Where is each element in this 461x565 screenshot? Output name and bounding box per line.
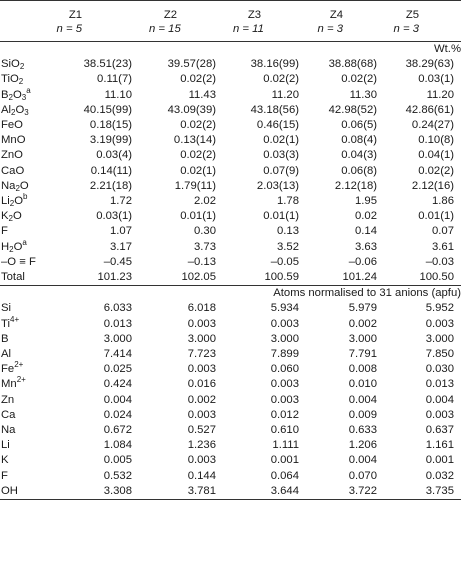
value-cell: 0.064 — [270, 469, 299, 482]
row-label — [0, 224, 54, 239]
value-cell: 3.000 — [187, 332, 216, 345]
row-label — [0, 393, 54, 408]
row-label — [0, 85, 54, 103]
value-cell: 11.10 — [104, 88, 132, 101]
header-empty-cell — [0, 22, 54, 42]
value-cell: 0.003 — [187, 408, 216, 421]
value-cell: 0.07 — [432, 225, 454, 238]
row-label — [0, 270, 54, 286]
value-cell: 0.03(1) — [96, 210, 132, 223]
value-cell: –0.45 — [103, 255, 132, 268]
value-cell: 3.308 — [103, 484, 132, 497]
value-cell: 0.004 — [348, 393, 377, 406]
value-cell: 38.16(99) — [250, 58, 299, 71]
atom-row — [0, 438, 461, 453]
value-cell: 0.024 — [103, 408, 132, 421]
label-base: FeO — [1, 119, 23, 132]
value-cell: 3.722 — [348, 484, 377, 497]
value-cell: –0.06 — [348, 255, 377, 268]
value-cell: 0.013 — [425, 378, 454, 391]
label-mid: O — [13, 210, 22, 223]
header-zone: Z1 — [68, 9, 82, 21]
value-cell: 0.02(1) — [263, 134, 299, 147]
value-cell: 0.009 — [348, 408, 377, 421]
label-base: CaO — [1, 164, 25, 177]
value-cell: 0.032 — [425, 469, 454, 482]
oxide-row — [0, 209, 461, 224]
value-cell: 0.06(8) — [341, 164, 377, 177]
value-cell: 0.424 — [103, 378, 132, 391]
atom-row — [0, 332, 461, 347]
row-label — [0, 408, 54, 423]
value-cell: 7.414 — [103, 348, 132, 361]
atom-row — [0, 484, 461, 500]
atom-row — [0, 423, 461, 438]
value-cell: 7.791 — [348, 348, 377, 361]
value-cell: 3.17 — [110, 240, 132, 253]
value-cell: 0.003 — [270, 393, 299, 406]
value-cell: 3.000 — [103, 332, 132, 345]
value-cell: 1.206 — [348, 439, 377, 452]
oxide-row — [0, 72, 461, 87]
row-label — [0, 103, 54, 118]
value-cell: 0.02(1) — [180, 164, 216, 177]
value-cell: 0.003 — [187, 454, 216, 467]
value-cell: 0.003 — [187, 317, 216, 330]
row-label — [0, 148, 54, 163]
value-cell: 0.08(4) — [341, 134, 377, 147]
oxide-row — [0, 118, 461, 133]
row-label — [0, 255, 54, 270]
section-heading-atoms — [0, 286, 461, 302]
value-cell: 5.934 — [270, 302, 299, 315]
value-cell: 3.61 — [432, 240, 454, 253]
value-cell: 0.30 — [194, 225, 216, 238]
value-cell: 11.43 — [188, 88, 216, 101]
value-cell: 1.111 — [272, 439, 299, 452]
label-subscript: 2 — [18, 77, 24, 87]
label-base: Li — [1, 439, 10, 452]
row-label — [0, 453, 54, 468]
atom-row — [0, 469, 461, 484]
value-cell: –0.05 — [270, 255, 299, 268]
atom-row — [0, 377, 461, 392]
value-cell: 0.004 — [103, 393, 132, 406]
value-cell: 0.02 — [355, 210, 377, 223]
value-cell: 0.527 — [187, 424, 216, 437]
row-label — [0, 362, 54, 377]
label-mid: O — [19, 179, 29, 192]
header-count: n = 11 — [233, 23, 264, 35]
value-cell: 1.161 — [425, 439, 454, 452]
label-superscript: 2+ — [16, 375, 26, 385]
value-cell: 0.070 — [348, 469, 377, 482]
label-base: Al — [1, 103, 12, 116]
label-mid: O — [13, 240, 23, 253]
value-cell: 0.060 — [270, 363, 299, 376]
value-cell: 0.672 — [103, 424, 132, 437]
oxide-row — [0, 133, 461, 148]
value-cell: 11.30 — [349, 88, 377, 101]
label-base: Ti — [1, 317, 10, 330]
label-base: Fe — [1, 363, 15, 376]
value-cell: 2.12(18) — [334, 179, 377, 192]
value-cell: 3.000 — [425, 332, 454, 345]
value-cell: 0.003 — [270, 317, 299, 330]
label-mid: O — [13, 88, 22, 101]
value-cell: 43.09(39) — [167, 103, 216, 116]
value-cell: 42.98(52) — [328, 103, 377, 116]
oxide-row — [0, 224, 461, 239]
label-base: OH — [1, 484, 18, 497]
value-cell: 0.46(15) — [256, 119, 299, 132]
value-cell: 0.144 — [187, 469, 216, 482]
label-superscript: 2+ — [14, 360, 24, 370]
value-cell: 1.236 — [187, 439, 216, 452]
value-cell: 11.20 — [271, 88, 299, 101]
header-empty-cell — [0, 1, 54, 23]
oxide-row — [0, 240, 461, 255]
value-cell: 5.952 — [425, 302, 454, 315]
row-label — [0, 438, 54, 453]
label-base: Zn — [1, 393, 15, 406]
row-label — [0, 57, 54, 72]
value-cell: 0.07(9) — [263, 164, 299, 177]
value-cell: 0.02(2) — [180, 73, 216, 86]
value-cell: 0.14 — [355, 225, 377, 238]
value-cell: 0.01(1) — [180, 210, 216, 223]
value-cell: 0.02(2) — [180, 119, 216, 132]
header-zone: Z2 — [163, 9, 177, 21]
value-cell: 1.95 — [355, 195, 377, 208]
label-subscript: 2 — [8, 92, 13, 102]
label-subscript: 3 — [21, 92, 27, 102]
value-cell: 0.06(5) — [341, 119, 377, 132]
label-mid: O — [15, 103, 25, 116]
value-cell: 100.59 — [264, 271, 299, 284]
label-base: SiO — [1, 58, 20, 71]
value-cell: 6.033 — [103, 302, 132, 315]
label-base: Si — [1, 302, 12, 315]
value-cell: 5.979 — [348, 302, 377, 315]
value-cell: 3.781 — [187, 484, 216, 497]
header-zone: Z4 — [329, 9, 343, 21]
atom-row — [0, 362, 461, 377]
label-base: Mn — [1, 378, 17, 391]
value-cell: 0.004 — [348, 454, 377, 467]
label-superscript: 4+ — [10, 314, 20, 324]
label-base: MnO — [1, 134, 26, 147]
header-count: n = 15 — [149, 23, 181, 35]
row-label — [0, 118, 54, 133]
label-base: ZnO — [1, 149, 23, 162]
value-cell: 102.05 — [181, 271, 216, 284]
oxide-row — [0, 164, 461, 179]
value-cell: 0.013 — [103, 317, 132, 330]
value-cell: 0.24(27) — [411, 119, 454, 132]
atom-row — [0, 408, 461, 423]
value-cell: 0.025 — [103, 363, 132, 376]
value-cell: 0.002 — [348, 317, 377, 330]
row-label — [0, 423, 54, 438]
table-header — [0, 1, 461, 42]
value-cell: 3.000 — [270, 332, 299, 345]
value-cell: 0.11(7) — [97, 73, 132, 86]
label-base: Na — [1, 179, 16, 192]
value-cell: 3.52 — [277, 240, 299, 253]
label-subscript: 2 — [11, 107, 16, 117]
value-cell: 0.03(4) — [96, 149, 132, 162]
value-cell: 38.88(68) — [328, 58, 377, 71]
label-subscript: 2 — [9, 244, 14, 254]
header-zone: Z5 — [405, 9, 419, 21]
row-label — [0, 347, 54, 362]
label-base: Al — [1, 348, 12, 361]
label-base: Na — [1, 424, 16, 437]
value-cell: 0.18(15) — [89, 119, 132, 132]
value-cell: 1.07 — [110, 225, 132, 238]
value-cell: 43.18(56) — [250, 103, 299, 116]
value-cell: 7.850 — [425, 348, 454, 361]
section-heading-atoms-label: Atoms normalised to 31 anions (apfu) — [273, 287, 461, 300]
header-count: n = 5 — [56, 23, 82, 35]
value-cell: 2.21(18) — [89, 179, 132, 192]
value-cell: 0.10(8) — [418, 134, 454, 147]
value-cell: 0.13 — [277, 225, 299, 238]
label-base: K — [1, 210, 9, 223]
value-cell: 0.016 — [187, 378, 216, 391]
label-subscript: 2 — [9, 199, 15, 209]
value-cell: 0.001 — [270, 454, 299, 467]
label-base: B — [1, 88, 9, 101]
label-superscript: a — [22, 237, 27, 247]
value-cell: 0.532 — [103, 469, 132, 482]
value-cell: 42.86(61) — [405, 103, 454, 116]
label-mid: O — [14, 195, 24, 208]
value-cell: 2.03(13) — [256, 179, 299, 192]
label-base: Ca — [1, 408, 16, 421]
label-base: Li — [1, 195, 10, 208]
value-cell: 101.23 — [97, 271, 132, 284]
oxide-row — [0, 57, 461, 72]
value-cell: 0.637 — [425, 424, 454, 437]
value-cell: 0.610 — [270, 424, 299, 437]
label-base: Total — [1, 271, 25, 284]
table-body — [0, 42, 461, 500]
value-cell: 101.24 — [342, 271, 377, 284]
oxide-row — [0, 255, 461, 270]
value-cell: 0.008 — [348, 363, 377, 376]
label-subscript: 2 — [8, 214, 13, 224]
label-base: F — [1, 225, 8, 238]
value-cell: 2.02 — [194, 195, 216, 208]
value-cell: 0.02(2) — [341, 73, 377, 86]
value-cell: –0.03 — [425, 255, 454, 268]
value-cell: 1.86 — [432, 195, 454, 208]
value-cell: 3.735 — [425, 484, 454, 497]
value-cell: 3.63 — [355, 240, 377, 253]
row-label — [0, 164, 54, 179]
value-cell: 3.644 — [270, 484, 299, 497]
label-subscript: 2 — [19, 62, 25, 72]
row-label — [0, 133, 54, 148]
value-cell: 1.79(11) — [174, 179, 216, 192]
oxide-row — [0, 148, 461, 163]
value-cell: 7.723 — [187, 348, 216, 361]
value-cell: 0.13(14) — [173, 134, 216, 147]
value-cell: 2.12(16) — [411, 179, 454, 192]
value-cell: 38.29(63) — [405, 58, 454, 71]
value-cell: 39.57(28) — [167, 58, 216, 71]
atom-row — [0, 453, 461, 468]
value-cell: 0.02(2) — [180, 149, 216, 162]
oxide-row — [0, 270, 461, 286]
value-cell: 0.01(1) — [263, 210, 299, 223]
value-cell: 0.003 — [425, 408, 454, 421]
label-base: –O ≡ F — [1, 255, 36, 268]
value-cell: 100.50 — [419, 271, 454, 284]
row-label — [0, 301, 54, 316]
label-subscript: 2 — [15, 183, 20, 193]
value-cell: 0.002 — [187, 393, 216, 406]
value-cell: 7.899 — [270, 348, 299, 361]
value-cell: –0.13 — [187, 255, 216, 268]
label-superscript: a — [26, 85, 31, 95]
value-cell: 0.04(3) — [341, 149, 377, 162]
row-label — [0, 194, 54, 209]
value-cell: 0.030 — [425, 363, 454, 376]
header-zone: Z3 — [247, 9, 261, 21]
value-cell: 1.084 — [103, 439, 132, 452]
value-cell: 0.14(11) — [90, 164, 132, 177]
value-cell: 0.001 — [425, 454, 454, 467]
value-cell: 0.03(1) — [418, 73, 454, 86]
row-label — [0, 469, 54, 484]
value-cell: 0.633 — [348, 424, 377, 437]
oxide-row — [0, 179, 461, 194]
header-row-counts — [0, 22, 461, 42]
value-cell: 6.018 — [187, 302, 216, 315]
row-label — [0, 237, 54, 255]
row-label — [0, 484, 54, 500]
value-cell: 0.003 — [187, 363, 216, 376]
section-heading-wt — [0, 42, 461, 58]
atom-row — [0, 301, 461, 316]
header-count: n = 3 — [317, 23, 343, 35]
value-cell: 0.003 — [270, 378, 299, 391]
value-cell: 11.20 — [426, 88, 454, 101]
value-cell: 0.01(1) — [418, 210, 454, 223]
value-cell: 0.003 — [425, 317, 454, 330]
label-base: B — [1, 332, 9, 345]
value-cell: 3.73 — [194, 240, 216, 253]
value-cell: 0.010 — [348, 378, 377, 391]
header-row-zones — [0, 1, 461, 23]
label-base: K — [1, 454, 9, 467]
section-heading-wt-label: Wt.% — [434, 43, 461, 55]
value-cell: 0.004 — [425, 393, 454, 406]
header-count: n = 3 — [393, 23, 419, 35]
row-label — [0, 332, 54, 347]
oxide-row — [0, 103, 461, 118]
label-base: F — [1, 469, 8, 482]
row-label — [0, 209, 54, 224]
label-superscript: b — [23, 192, 28, 202]
atom-row — [0, 393, 461, 408]
value-cell: 0.012 — [270, 408, 299, 421]
atom-row — [0, 317, 461, 332]
value-cell: 0.02(2) — [418, 164, 454, 177]
value-cell: 0.02(2) — [263, 73, 299, 86]
label-base: H — [1, 240, 10, 253]
row-label — [0, 377, 54, 392]
label-base: TiO — [1, 73, 19, 86]
label-subscript: 3 — [24, 107, 29, 117]
value-cell: 3.19(99) — [89, 134, 132, 147]
oxide-row — [0, 88, 461, 103]
value-cell: 0.005 — [103, 454, 132, 467]
value-cell: 0.04(1) — [418, 149, 454, 162]
atom-row — [0, 347, 461, 362]
value-cell: 1.78 — [277, 195, 299, 208]
oxide-row — [0, 194, 461, 209]
value-cell: 38.51(23) — [83, 58, 132, 71]
value-cell: 1.72 — [110, 195, 132, 208]
row-label — [0, 314, 54, 332]
value-cell: 3.000 — [348, 332, 377, 345]
value-cell: 40.15(99) — [83, 103, 132, 116]
value-cell: 0.03(3) — [263, 149, 299, 162]
